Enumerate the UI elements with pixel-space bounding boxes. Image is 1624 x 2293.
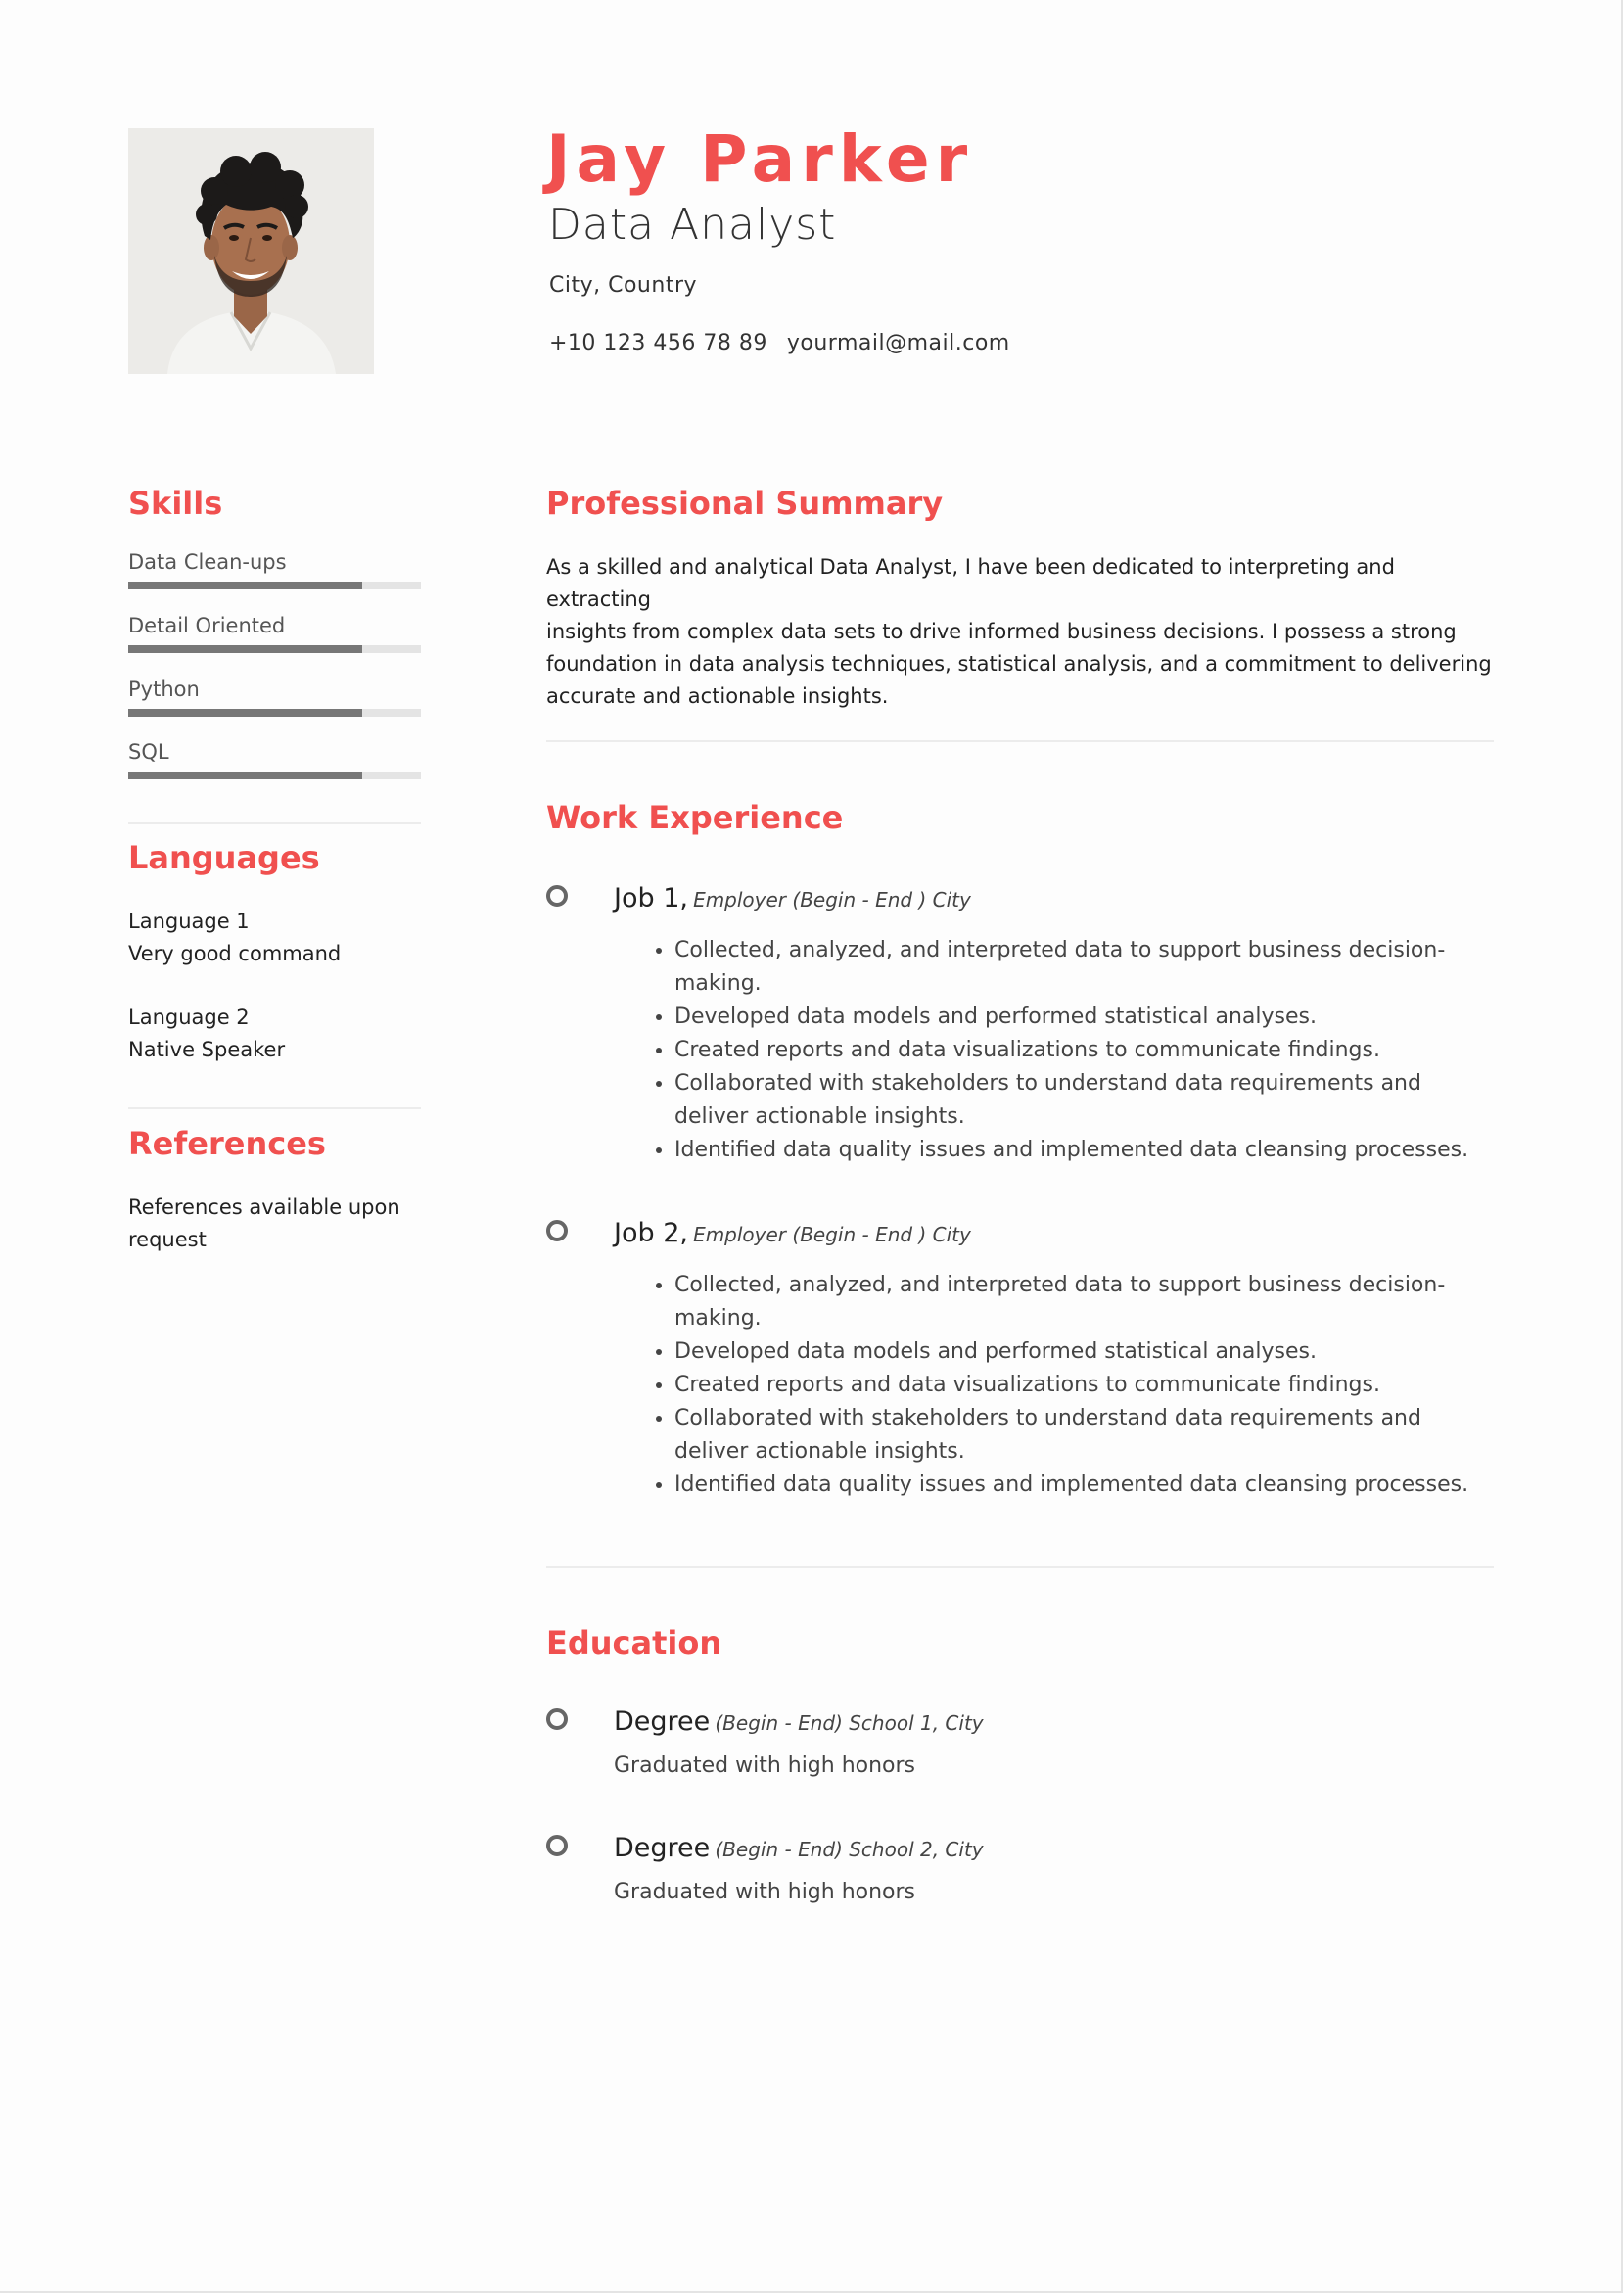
- skill-level-bar: [128, 772, 421, 779]
- language-item: [128, 906, 421, 970]
- timeline-circle-icon: [546, 1220, 568, 1241]
- skill-label: SQL: [128, 740, 169, 764]
- job-bullets: [614, 934, 1494, 1167]
- job-bullet: • Identified data quality issues and implemented data cleansing processes.: [674, 1469, 1494, 1502]
- job-entry: [546, 1218, 1494, 1512]
- job-bullet: • Developed data models and performed statistical analyses.: [674, 1335, 1494, 1369]
- timeline-circle-icon: [546, 1708, 568, 1730]
- skill-label: Python: [128, 678, 200, 701]
- education-heading: Education: [546, 1624, 722, 1661]
- summary-text: [546, 551, 1494, 713]
- skill-label: Data Clean-ups: [128, 550, 287, 574]
- job-bullet: • Identified data quality issues and implemented data cleansing processes.: [674, 1134, 1494, 1167]
- job-entry: [546, 883, 1494, 1177]
- skill-item: [128, 549, 421, 589]
- summary-line: foundation in data analysis techniques, statistical analysis, and a commitment to delivering: [546, 652, 1492, 676]
- references-text: [128, 1192, 421, 1256]
- job-bullet: • Created reports and data visualizations to communicate findings.: [674, 1369, 1494, 1402]
- degree-meta: (Begin - End) School 2, City: [715, 1838, 984, 1861]
- summary-line: As a skilled and analytical Data Analyst, I have been dedicated to interpreting and extracting: [546, 555, 1395, 611]
- education-section: [546, 1624, 1494, 1661]
- degree-note: Graduated with high honors: [614, 1880, 916, 1904]
- degree-title: Degree: [614, 1707, 711, 1737]
- language-level: Very good command: [128, 942, 342, 965]
- language-name: Language 2: [128, 1006, 250, 1029]
- experience-section: [546, 799, 1494, 836]
- summary-line: accurate and actionable insights.: [546, 684, 889, 708]
- skill-level-bar: [128, 582, 421, 589]
- job-header: [614, 1218, 971, 1248]
- degree-meta: (Begin - End) School 1, City: [715, 1711, 984, 1735]
- education-entry: [546, 1833, 1494, 1941]
- references-line: request: [128, 1228, 207, 1251]
- job-bullet: • Collected, analyzed, and interpreted data to support business decision-making.: [674, 934, 1494, 1001]
- job-bullet: • Developed data models and performed statistical analyses.: [674, 1001, 1494, 1034]
- job-bullet: • Collaborated with stakeholders to understand data requirements and deliver actionable insights.: [674, 1067, 1494, 1134]
- job-title: Job 2,: [614, 1218, 688, 1248]
- job-meta: Employer (Begin - End ) City: [693, 1223, 971, 1246]
- skill-item: [128, 739, 421, 779]
- skill-level-fill: [128, 772, 362, 779]
- skill-item: [128, 677, 421, 717]
- job-bullets: [614, 1269, 1494, 1502]
- timeline-circle-icon: [546, 1835, 568, 1856]
- references-section: [128, 1125, 421, 1162]
- job-header: [614, 883, 971, 913]
- degree-note: Graduated with high honors: [614, 1754, 916, 1778]
- skill-label: Detail Oriented: [128, 614, 286, 637]
- summary-heading: Professional Summary: [546, 485, 944, 522]
- education-header: [614, 1707, 984, 1737]
- education-entry: [546, 1707, 1494, 1814]
- sidebar-divider: [128, 822, 421, 824]
- sidebar-divider: [128, 1107, 421, 1109]
- contact-line: [549, 331, 1010, 355]
- skill-level-bar: [128, 645, 421, 653]
- references-heading: References: [128, 1125, 326, 1162]
- languages-section: [128, 839, 421, 876]
- languages-heading: Languages: [128, 839, 320, 876]
- section-divider: [546, 740, 1494, 742]
- candidate-location: City, Country: [549, 273, 698, 298]
- experience-heading: Work Experience: [546, 799, 844, 836]
- skill-level-bar: [128, 709, 421, 717]
- language-item: [128, 1002, 421, 1066]
- degree-title: Degree: [614, 1833, 711, 1863]
- language-name: Language 1: [128, 910, 250, 933]
- skills-heading: Skills: [128, 485, 223, 522]
- summary-section: [546, 485, 1494, 522]
- candidate-title: Data Analyst: [548, 200, 837, 250]
- education-header: [614, 1833, 984, 1863]
- references-line: References available upon: [128, 1195, 400, 1219]
- job-title: Job 1,: [614, 883, 688, 913]
- timeline-circle-icon: [546, 885, 568, 907]
- skill-level-fill: [128, 709, 362, 717]
- summary-line: insights from complex data sets to drive informed business decisions. I possess a strong: [546, 620, 1457, 643]
- candidate-name: Jay Parker: [546, 121, 974, 197]
- job-bullet: • Collaborated with stakeholders to understand data requirements and deliver actionable insights.: [674, 1402, 1494, 1469]
- profile-photo: [128, 128, 374, 374]
- phone-number: +10 123 456 78 89: [549, 331, 767, 355]
- job-meta: Employer (Begin - End ) City: [693, 888, 971, 912]
- portrait-image: [128, 128, 374, 374]
- section-divider: [546, 1566, 1494, 1568]
- language-level: Native Speaker: [128, 1038, 286, 1061]
- job-bullet: • Created reports and data visualizations to communicate findings.: [674, 1034, 1494, 1067]
- skill-item: [128, 613, 421, 653]
- skills-section: [128, 485, 421, 522]
- email-address: yourmail@mail.com: [786, 331, 1010, 355]
- job-bullet: • Collected, analyzed, and interpreted data to support business decision-making.: [674, 1269, 1494, 1335]
- skill-level-fill: [128, 645, 362, 653]
- skill-level-fill: [128, 582, 362, 589]
